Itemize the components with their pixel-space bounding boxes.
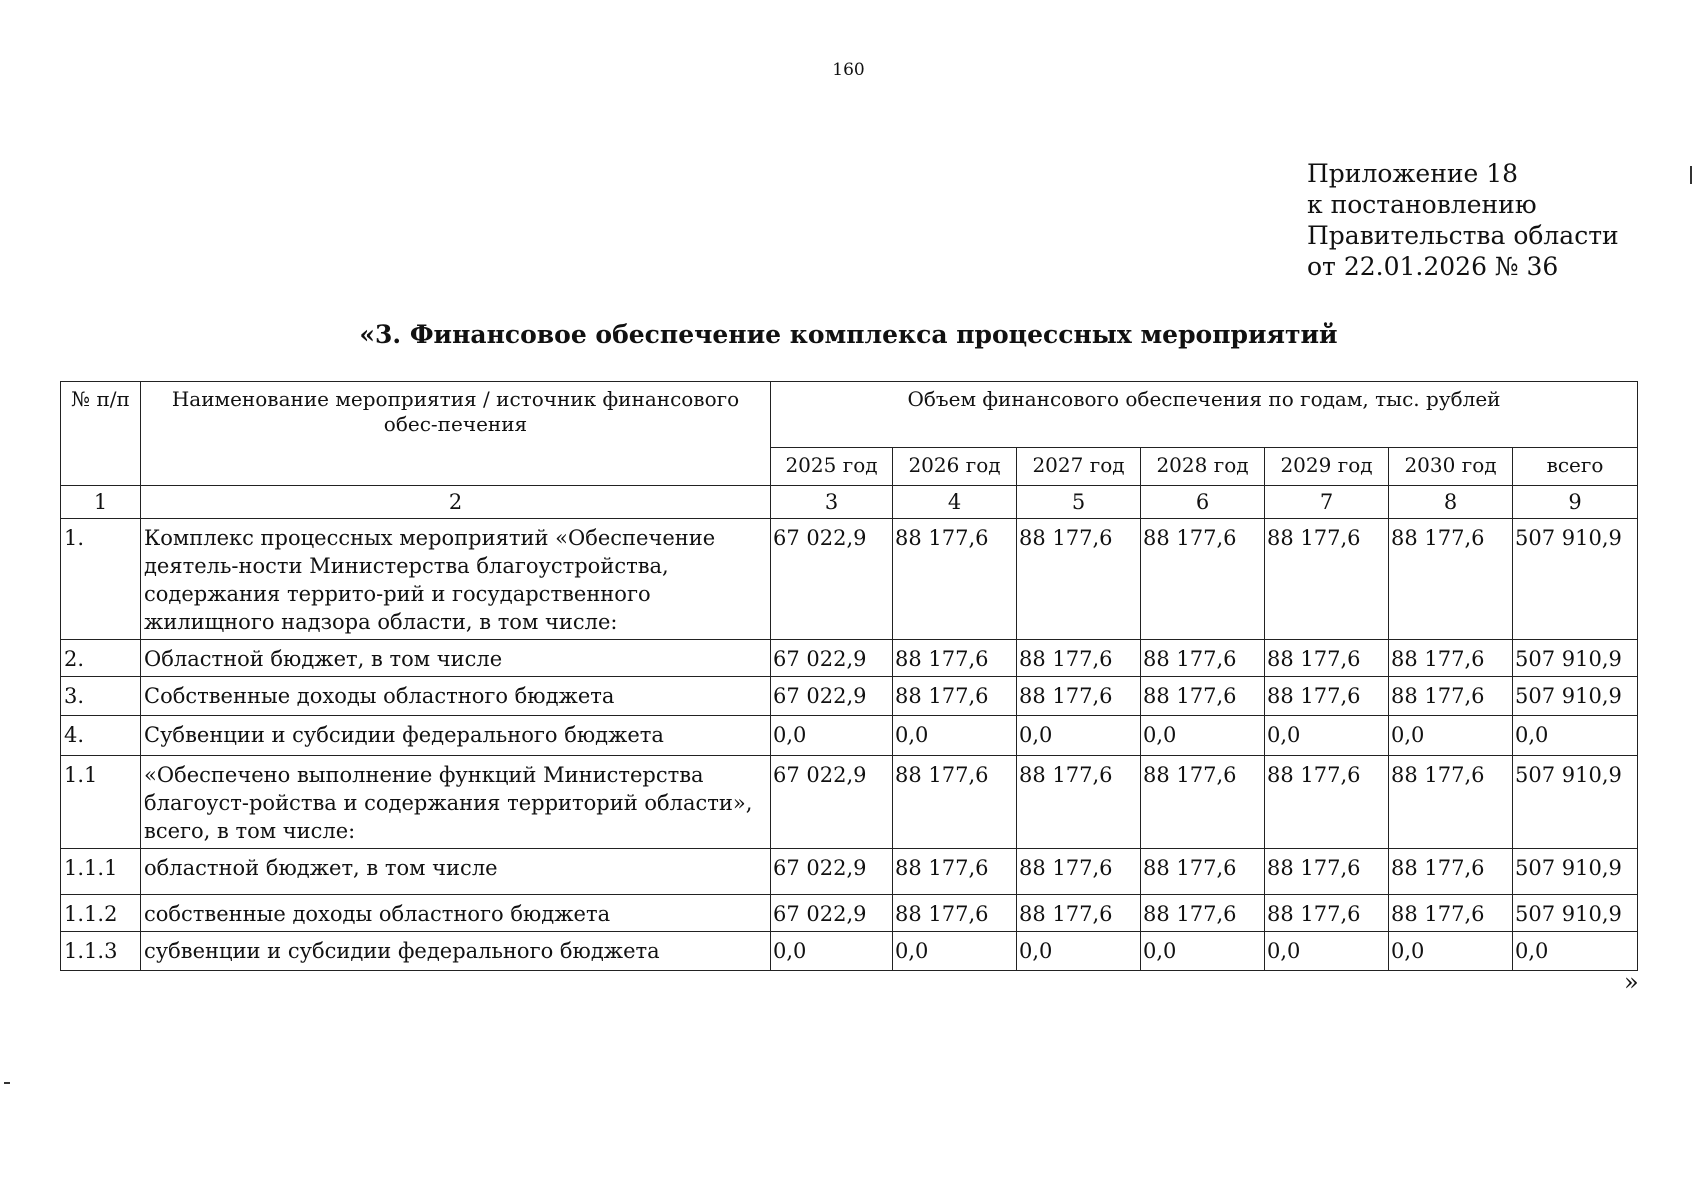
table-row	[61, 895, 1638, 932]
row-value: 507 910,9	[1513, 640, 1638, 677]
row-value: 88 177,6	[1389, 849, 1513, 895]
row-value: 88 177,6	[893, 756, 1017, 849]
row-value: 0,0	[1141, 716, 1265, 756]
column-number: 6	[1141, 486, 1265, 519]
row-value: 67 022,9	[771, 519, 893, 640]
row-value: 88 177,6	[1265, 849, 1389, 895]
page-number: 160	[832, 60, 865, 80]
row-value: 0,0	[1513, 716, 1638, 756]
column-numbers-row	[61, 486, 1638, 519]
row-value: 0,0	[893, 932, 1017, 971]
row-name: Собственные доходы областного бюджета	[141, 677, 771, 716]
row-value: 67 022,9	[771, 677, 893, 716]
table-row	[61, 519, 1638, 640]
closing-quote: »	[1624, 968, 1639, 996]
appendix-line: от 22.01.2026 № 36	[1307, 252, 1559, 281]
appendix-line: Приложение 18	[1307, 159, 1519, 188]
row-value: 88 177,6	[1141, 849, 1265, 895]
table-row	[61, 640, 1638, 677]
column-number: 3	[771, 486, 893, 519]
row-value: 88 177,6	[893, 895, 1017, 932]
row-value: 0,0	[893, 716, 1017, 756]
scan-edge-mark	[4, 1082, 10, 1084]
row-value: 88 177,6	[1141, 895, 1265, 932]
row-value: 507 910,9	[1513, 849, 1638, 895]
row-value: 88 177,6	[1265, 895, 1389, 932]
column-number: 8	[1389, 486, 1513, 519]
row-value: 88 177,6	[1017, 849, 1141, 895]
row-value: 88 177,6	[1265, 519, 1389, 640]
row-value: 0,0	[1513, 932, 1638, 971]
row-num: 1.1.2	[61, 895, 141, 932]
row-value: 0,0	[771, 716, 893, 756]
table-row	[61, 756, 1638, 849]
header-row	[61, 382, 1638, 448]
row-value: 0,0	[1017, 932, 1141, 971]
row-value: 88 177,6	[1017, 640, 1141, 677]
row-value: 88 177,6	[1141, 519, 1265, 640]
row-value: 88 177,6	[1017, 895, 1141, 932]
row-value: 88 177,6	[1389, 895, 1513, 932]
row-value: 507 910,9	[1513, 756, 1638, 849]
header-year: 2029 год	[1265, 448, 1389, 486]
header-name: Наименование мероприятия / источник финансового обес-печения	[141, 382, 771, 486]
header-year: 2027 год	[1017, 448, 1141, 486]
row-value: 88 177,6	[1389, 519, 1513, 640]
row-value: 88 177,6	[893, 640, 1017, 677]
row-value: 0,0	[1265, 932, 1389, 971]
row-value: 0,0	[1265, 716, 1389, 756]
row-value: 88 177,6	[1265, 677, 1389, 716]
column-number: 9	[1513, 486, 1638, 519]
header-year: 2026 год	[893, 448, 1017, 486]
row-value: 88 177,6	[1265, 756, 1389, 849]
column-number: 1	[61, 486, 141, 519]
row-value: 88 177,6	[1265, 640, 1389, 677]
header-year: 2025 год	[771, 448, 893, 486]
row-value: 507 910,9	[1513, 677, 1638, 716]
row-name: Субвенции и субсидии федерального бюджета	[141, 716, 771, 756]
row-name: субвенции и субсидии федерального бюджета	[141, 932, 771, 971]
row-value: 67 022,9	[771, 640, 893, 677]
header-year: 2028 год	[1141, 448, 1265, 486]
row-name: собственные доходы областного бюджета	[141, 895, 771, 932]
row-num: 1.	[61, 519, 141, 640]
row-value: 88 177,6	[1017, 677, 1141, 716]
row-value: 67 022,9	[771, 895, 893, 932]
row-name: Областной бюджет, в том числе	[141, 640, 771, 677]
row-num: 1.1.1	[61, 849, 141, 895]
row-num: 3.	[61, 677, 141, 716]
table-row	[61, 849, 1638, 895]
row-value: 67 022,9	[771, 756, 893, 849]
row-value: 88 177,6	[1017, 756, 1141, 849]
header-total: всего	[1513, 448, 1638, 486]
table-row	[61, 932, 1638, 971]
row-name: Комплекс процессных мероприятий «Обеспечение деятель-ности Министерства благоустройства, содержания террито-рий и государственного жилищного надзора области, в том числе:	[141, 519, 771, 640]
row-num: 2.	[61, 640, 141, 677]
row-value: 0,0	[1389, 716, 1513, 756]
column-number: 5	[1017, 486, 1141, 519]
row-num: 1.1.3	[61, 932, 141, 971]
row-value: 88 177,6	[893, 677, 1017, 716]
financing-table	[60, 381, 1638, 971]
header-year: 2030 год	[1389, 448, 1513, 486]
scan-edge-mark	[1690, 166, 1692, 184]
row-value: 0,0	[1017, 716, 1141, 756]
column-number: 2	[141, 486, 771, 519]
row-value: 0,0	[771, 932, 893, 971]
row-value: 88 177,6	[893, 849, 1017, 895]
row-value: 0,0	[1141, 932, 1265, 971]
row-value: 88 177,6	[1017, 519, 1141, 640]
row-value: 88 177,6	[893, 519, 1017, 640]
row-name: областной бюджет, в том числе	[141, 849, 771, 895]
column-number: 4	[893, 486, 1017, 519]
table-row	[61, 716, 1638, 756]
row-num: 4.	[61, 716, 141, 756]
appendix-line: Правительства области	[1307, 221, 1619, 250]
row-value: 88 177,6	[1141, 677, 1265, 716]
header-num: № п/п	[61, 382, 141, 486]
row-value: 88 177,6	[1389, 677, 1513, 716]
appendix-line: к постановлению	[1307, 190, 1537, 219]
row-value: 67 022,9	[771, 849, 893, 895]
row-num: 1.1	[61, 756, 141, 849]
row-value: 88 177,6	[1141, 756, 1265, 849]
row-value: 88 177,6	[1141, 640, 1265, 677]
header-volume-group: Объем финансового обеспечения по годам, тыс. рублей	[771, 382, 1638, 448]
appendix-block	[1307, 158, 1619, 282]
row-value: 88 177,6	[1389, 756, 1513, 849]
row-value: 507 910,9	[1513, 895, 1638, 932]
document-title: «3. Финансовое обеспечение комплекса процессных мероприятий	[359, 320, 1338, 349]
row-value: 88 177,6	[1389, 640, 1513, 677]
row-value: 507 910,9	[1513, 519, 1638, 640]
row-name: «Обеспечено выполнение функций Министерства благоуст-ройства и содержания территорий области», всего, в том числе:	[141, 756, 771, 849]
row-value: 0,0	[1389, 932, 1513, 971]
table-row	[61, 677, 1638, 716]
column-number: 7	[1265, 486, 1389, 519]
